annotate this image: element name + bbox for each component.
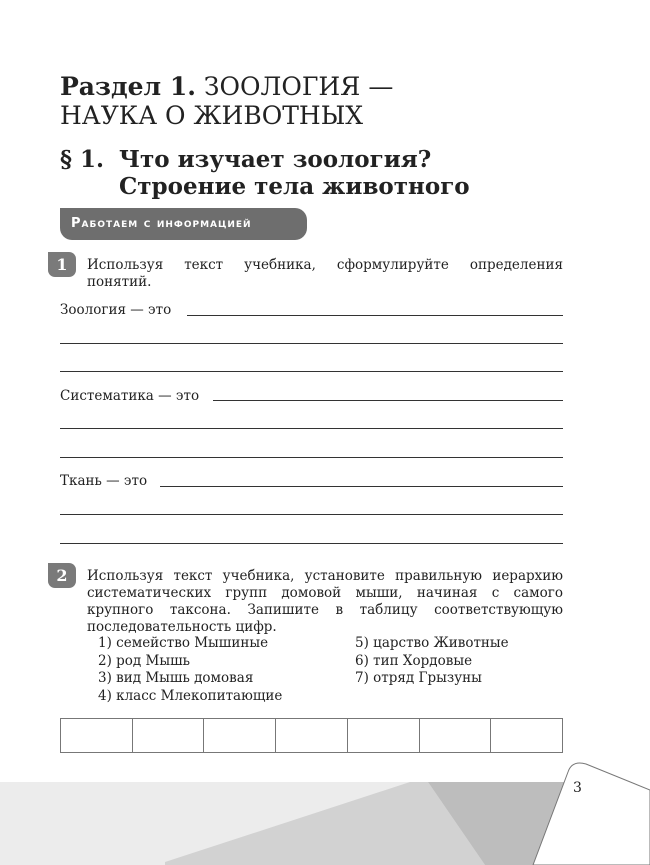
option-item: 5) царство Животные <box>355 635 509 651</box>
options-right <box>355 635 509 688</box>
term-label-zoology: Зоология — это <box>60 302 172 318</box>
answer-line[interactable] <box>60 457 563 458</box>
task-number-badge: 2 <box>48 563 76 588</box>
option-item: 7) отряд Грызуны <box>355 670 482 686</box>
answer-line[interactable] <box>60 343 563 344</box>
answer-line[interactable] <box>60 371 563 372</box>
option-item: 1) семейство Мышиные <box>98 635 269 651</box>
term-label-systematics: Систематика — это <box>60 388 200 404</box>
section-title-line1: ЗООЛОГИЯ — <box>203 72 394 101</box>
answer-line[interactable] <box>60 428 563 429</box>
answer-line[interactable] <box>60 514 563 515</box>
paragraph-title-line2: Строение тела животного <box>119 173 470 200</box>
page-number: 3 <box>573 780 582 796</box>
answer-line[interactable] <box>160 486 563 487</box>
term-label-tissue: Ткань — это <box>60 473 148 489</box>
answer-line[interactable] <box>60 543 563 544</box>
options-left <box>98 635 282 705</box>
section-title-line2: НАУКА О ЖИВОТНЫХ <box>60 101 364 130</box>
option-item: 4) класс Млекопитающие <box>98 687 283 704</box>
paragraph-heading <box>60 146 470 200</box>
task-number-badge: 1 <box>48 252 76 277</box>
option-item: 6) тип Хордовые <box>355 652 473 669</box>
paragraph-title-line1: Что изучает зоология? <box>119 146 432 173</box>
option-item: 2) род Мышь <box>98 652 190 669</box>
task2-text: Используя текст учебника, установите правильную иерархию систематических групп домовой мыши, начиная с самого крупного таксона. Запишите в таблицу соответствующую последовательность цифр. <box>87 568 563 635</box>
rubric-label: Работаем с информацией <box>60 208 307 240</box>
answer-line[interactable] <box>213 400 563 401</box>
option-item: 3) вид Мышь домовая <box>98 670 254 686</box>
answer-line[interactable] <box>187 315 563 316</box>
task1-text: Используя текст учебника, сформулируйте определения понятий. <box>87 257 563 290</box>
section-prefix: Раздел 1. <box>60 72 196 101</box>
section-heading <box>60 72 393 130</box>
footer-decoration <box>0 740 650 865</box>
paragraph-number: § 1. <box>60 146 105 173</box>
